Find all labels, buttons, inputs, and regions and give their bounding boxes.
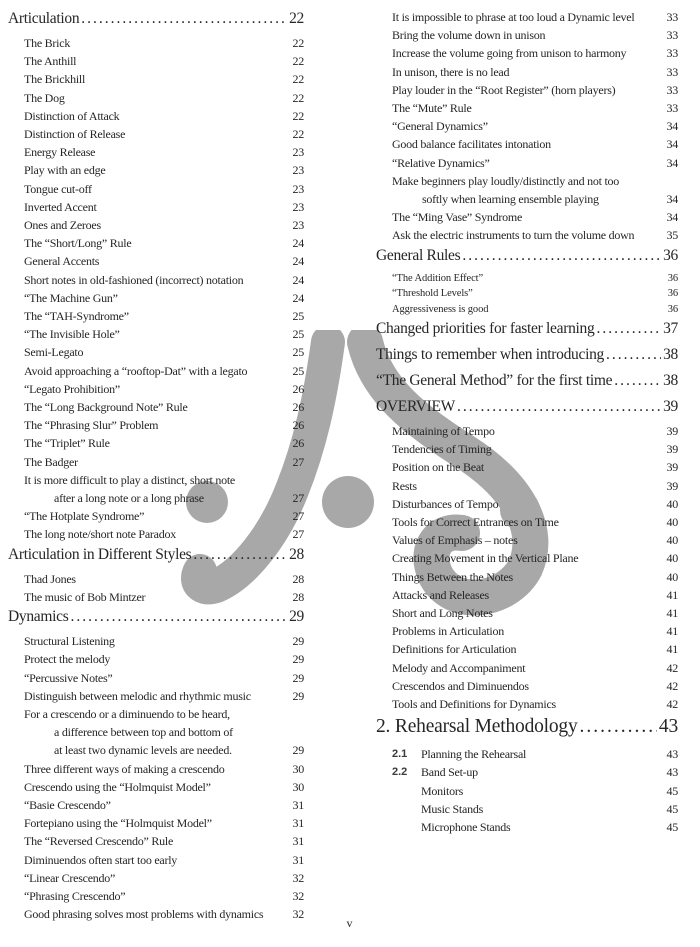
toc-item-list bbox=[376, 422, 678, 713]
toc-entry-page-number: 31 bbox=[292, 797, 304, 812]
toc-entry-page-number: 22 bbox=[292, 108, 304, 123]
toc-entry-page-number: 41 bbox=[666, 642, 678, 657]
toc-entry bbox=[376, 81, 678, 99]
toc-entry bbox=[376, 640, 678, 658]
toc-entry bbox=[376, 763, 678, 781]
toc-entry-page-number: 29 bbox=[292, 743, 304, 758]
toc-entry bbox=[376, 659, 678, 677]
toc-entry-title: Play with an edge bbox=[24, 163, 106, 178]
toc-entry bbox=[8, 216, 304, 234]
toc-entry-title: Distinguish between melodic and rhythmic music bbox=[24, 688, 251, 703]
toc-block bbox=[8, 544, 304, 606]
toc-entry-title: Distinction of Release bbox=[24, 127, 126, 142]
toc-entry-title: Make beginners play loudly/distinctly and not too softly when learning ensemble playing bbox=[392, 173, 620, 207]
toc-entry-page-number: 36 bbox=[667, 272, 678, 284]
toc-entry-title: Thad Jones bbox=[24, 571, 76, 586]
toc-entry-title: Attacks and Releases bbox=[392, 587, 489, 602]
toc-entry bbox=[376, 477, 678, 495]
toc-entry-title: Crescendo using the “Holmquist Model” bbox=[24, 779, 211, 794]
toc-entry bbox=[376, 135, 678, 153]
toc-entry-page-number: 28 bbox=[292, 589, 304, 604]
toc-entry-title: “Threshold Levels” bbox=[392, 288, 473, 300]
toc-entry-page-number: 32 bbox=[292, 870, 304, 885]
toc-entry-page-number: 24 bbox=[292, 236, 304, 251]
toc-entry-title: “Legato Prohibition” bbox=[24, 381, 120, 396]
toc-entry bbox=[8, 687, 304, 705]
toc-entry-title: Good balance facilitates intonation bbox=[392, 137, 551, 152]
toc-section-heading bbox=[376, 344, 678, 366]
toc-entry-page-number: 41 bbox=[666, 606, 678, 621]
section-page-number: 38 bbox=[663, 372, 678, 390]
toc-entry-title: The Badger bbox=[24, 454, 78, 469]
toc-entry bbox=[8, 271, 304, 289]
toc-entry-title: The long note/short note Paradox bbox=[24, 527, 176, 542]
toc-entry-page-number: 31 bbox=[292, 834, 304, 849]
toc-entry-page-number: 34 bbox=[666, 210, 678, 225]
toc-entry-title: “The Invisible Hole” bbox=[24, 327, 120, 342]
toc-entry bbox=[8, 125, 304, 143]
toc-entry-page-number: 35 bbox=[666, 228, 678, 243]
toc-entry bbox=[376, 586, 678, 604]
toc-entry bbox=[376, 695, 678, 713]
toc-entry-page-number: 34 bbox=[666, 137, 678, 152]
toc-entry-title: Increase the volume going from unison to harmony bbox=[392, 46, 627, 61]
toc-entry-title: Fortepiano using the “Holmquist Model” bbox=[24, 816, 212, 831]
toc-entry-title: General Accents bbox=[24, 254, 100, 269]
toc-entry-page-number: 33 bbox=[666, 64, 678, 79]
toc-entry-title: The Dog bbox=[24, 90, 65, 105]
toc-entry bbox=[8, 343, 304, 361]
dot-leader bbox=[580, 713, 657, 740]
toc-entry bbox=[376, 422, 678, 440]
toc-block bbox=[376, 396, 678, 713]
toc-entry-title: Planning the Rehearsal bbox=[421, 747, 527, 762]
toc-entry-page-number: 43 bbox=[666, 747, 678, 762]
toc-entry-page-number: 31 bbox=[292, 852, 304, 867]
toc-entry-title: For a crescendo or a diminuendo to be heard, a difference between top and bottom of at least two dynamic levels are needed. bbox=[24, 706, 233, 758]
toc-entry-page-number: 25 bbox=[292, 309, 304, 324]
toc-entry-page-number: 33 bbox=[666, 82, 678, 97]
toc-entry bbox=[376, 271, 678, 287]
toc-entry-title: Tools for Correct Entrances on Time bbox=[392, 515, 559, 530]
toc-entry-title: Avoid approaching a “rooftop-Dat” with a legato bbox=[24, 363, 248, 378]
toc-entry-page-number: 23 bbox=[292, 218, 304, 233]
toc-entry bbox=[8, 161, 304, 179]
toc-entry-title: Tools and Definitions for Dynamics bbox=[392, 697, 556, 712]
section-title: Articulation bbox=[8, 10, 80, 27]
toc-entry bbox=[8, 570, 304, 588]
toc-entry-title: Tongue cut-off bbox=[24, 181, 92, 196]
toc-entry-title: The “Ming Vase” Syndrome bbox=[392, 210, 523, 225]
toc-entry bbox=[8, 525, 304, 543]
page-number-footer: v bbox=[346, 916, 354, 930]
toc-entry-page-number: 22 bbox=[292, 72, 304, 87]
toc-entry-page-number: 33 bbox=[666, 101, 678, 116]
toc-entry-title: Monitors bbox=[421, 783, 464, 798]
toc-entry-page-number: 27 bbox=[292, 491, 304, 506]
section-title: Articulation in Different Styles bbox=[8, 545, 192, 563]
toc-entry bbox=[8, 70, 304, 88]
toc-entry bbox=[376, 154, 678, 172]
toc-entry-page-number: 27 bbox=[292, 454, 304, 469]
toc-entry-page-number: 42 bbox=[666, 697, 678, 712]
toc-entry bbox=[8, 52, 304, 70]
toc-entry bbox=[376, 495, 678, 513]
toc-entry bbox=[8, 778, 304, 796]
toc-entry-title: The “Mute” Rule bbox=[392, 101, 472, 116]
toc-entry bbox=[8, 34, 304, 52]
toc-entry bbox=[8, 380, 304, 398]
toc-entry-title: In unison, there is no lead bbox=[392, 64, 510, 79]
toc-entry-title: The “Short/Long” Rule bbox=[24, 236, 132, 251]
toc-entry-page-number: 24 bbox=[292, 290, 304, 305]
toc-entry-title: Good phrasing solves most problems with dynamics bbox=[24, 907, 264, 922]
toc-entry bbox=[8, 89, 304, 107]
dot-leader bbox=[614, 370, 661, 392]
toc-entry bbox=[376, 8, 678, 26]
section-page-number: 37 bbox=[663, 320, 678, 338]
toc-entry-page-number: 26 bbox=[292, 418, 304, 433]
toc-entry-page-number: 29 bbox=[292, 688, 304, 703]
toc-entry bbox=[376, 782, 678, 800]
toc-entry-page-number: 25 bbox=[292, 327, 304, 342]
toc-entry-page-number: 24 bbox=[292, 254, 304, 269]
toc-column-left bbox=[8, 8, 304, 923]
toc-entry-page-number: 25 bbox=[292, 345, 304, 360]
toc-entry bbox=[8, 180, 304, 198]
toc-entry-title: Values of Emphasis – notes bbox=[392, 533, 518, 548]
toc-block bbox=[376, 318, 678, 340]
toc-entry bbox=[8, 434, 304, 452]
toc-block bbox=[8, 606, 304, 923]
toc-entry-title: Short notes in old-fashioned (incorrect) notation bbox=[24, 272, 244, 287]
toc-entry bbox=[8, 143, 304, 161]
toc-entry-title: The “Phrasing Slur” Problem bbox=[24, 418, 159, 433]
toc-entry bbox=[8, 362, 304, 380]
toc-block bbox=[376, 370, 678, 392]
toc-item-list bbox=[8, 34, 304, 544]
toc-entry-title: “General Dynamics” bbox=[392, 119, 488, 134]
toc-entry-title: “The Machine Gun” bbox=[24, 290, 118, 305]
toc-entry bbox=[376, 531, 678, 549]
toc-entry bbox=[8, 416, 304, 434]
toc-entry-page-number: 26 bbox=[292, 381, 304, 396]
toc-column-right bbox=[376, 8, 678, 836]
toc-entry bbox=[8, 252, 304, 270]
toc-entry-title: Maintaining of Tempo bbox=[392, 424, 495, 439]
toc-entry-page-number: 30 bbox=[292, 779, 304, 794]
toc-item-list bbox=[376, 8, 678, 245]
toc-entry bbox=[376, 622, 678, 640]
toc-entry-page-number: 39 bbox=[666, 478, 678, 493]
toc-entry-title: The “Reversed Crescendo” Rule bbox=[24, 834, 174, 849]
toc-entry-page-number: 32 bbox=[292, 907, 304, 922]
toc-entry bbox=[8, 796, 304, 814]
section-page-number: 22 bbox=[289, 10, 304, 27]
toc-entry-title: Problems in Articulation bbox=[392, 624, 504, 639]
toc-entry bbox=[8, 234, 304, 252]
section-page-number: 39 bbox=[663, 398, 678, 416]
toc-entry bbox=[8, 325, 304, 343]
toc-entry bbox=[376, 172, 678, 208]
toc-entry-page-number: 29 bbox=[292, 670, 304, 685]
toc-entry bbox=[376, 63, 678, 81]
toc-entry-title: “The Hotplate Syndrome” bbox=[24, 509, 145, 524]
toc-entry-title: The Anthill bbox=[24, 54, 77, 69]
toc-entry-page-number: 33 bbox=[666, 46, 678, 61]
section-title: Things to remember when introducing bbox=[376, 346, 604, 364]
toc-entry-page-number: 41 bbox=[666, 624, 678, 639]
toc-entry-page-number: 22 bbox=[292, 127, 304, 142]
toc-entry-page-number: 36 bbox=[667, 288, 678, 300]
dot-leader bbox=[596, 318, 661, 340]
dot-leader bbox=[462, 245, 661, 267]
toc-section-heading bbox=[376, 713, 678, 740]
toc-entry bbox=[376, 745, 678, 763]
toc-entry-title: The “Triplet” Rule bbox=[24, 436, 110, 451]
toc-entry-page-number: 23 bbox=[292, 163, 304, 178]
section-title: 2. Rehearsal Methodology bbox=[376, 716, 578, 738]
toc-entry bbox=[8, 814, 304, 832]
toc-entry-page-number: 29 bbox=[292, 634, 304, 649]
dot-leader bbox=[70, 606, 287, 628]
section-title: “The General Method” for the first time bbox=[376, 372, 613, 390]
toc-entry bbox=[8, 289, 304, 307]
toc-entry bbox=[376, 208, 678, 226]
toc-entry bbox=[8, 307, 304, 325]
toc-entry bbox=[8, 869, 304, 887]
toc-block bbox=[376, 245, 678, 318]
toc-entry bbox=[376, 99, 678, 117]
toc-entry-page-number: 30 bbox=[292, 761, 304, 776]
toc-entry-number: 2.1 bbox=[392, 748, 408, 761]
toc-block bbox=[376, 344, 678, 366]
toc-entry bbox=[8, 507, 304, 525]
toc-entry-page-number: 23 bbox=[292, 145, 304, 160]
toc-entry-title: Semi-Legato bbox=[24, 345, 84, 360]
toc-section-heading bbox=[376, 370, 678, 392]
toc-section-heading bbox=[376, 318, 678, 340]
toc-entry-title: The music of Bob Mintzer bbox=[24, 589, 146, 604]
toc-entry-page-number: 40 bbox=[666, 515, 678, 530]
toc-entry-page-number: 22 bbox=[292, 54, 304, 69]
toc-entry-title: Melody and Accompaniment bbox=[392, 660, 526, 675]
toc-entry bbox=[8, 887, 304, 905]
toc-entry-title: Play louder in the “Root Register” (horn players) bbox=[392, 82, 616, 97]
toc-entry bbox=[8, 471, 304, 507]
toc-entry-title: The Brickhill bbox=[24, 72, 86, 87]
toc-entry bbox=[376, 440, 678, 458]
toc-section-heading bbox=[8, 544, 304, 566]
toc-entry bbox=[8, 453, 304, 471]
toc-item-list bbox=[376, 745, 678, 836]
toc-entry-title: Rests bbox=[392, 478, 417, 493]
toc-entry-title: The “Long Background Note” Rule bbox=[24, 400, 188, 415]
toc-entry-title: Ask the electric instruments to turn the volume down bbox=[392, 228, 635, 243]
toc-entry-page-number: 40 bbox=[666, 496, 678, 511]
toc-item-list bbox=[8, 632, 304, 923]
toc-entry-title: The Brick bbox=[24, 36, 71, 50]
toc-section-heading bbox=[376, 245, 678, 267]
toc-entry-title: It is impossible to phrase at too loud a Dynamic level bbox=[392, 10, 635, 24]
toc-entry bbox=[376, 677, 678, 695]
toc-entry-title: “Relative Dynamics” bbox=[392, 155, 490, 170]
toc-entry bbox=[376, 604, 678, 622]
toc-entry bbox=[8, 705, 304, 760]
section-page-number: 38 bbox=[663, 346, 678, 364]
toc-entry bbox=[8, 760, 304, 778]
toc-entry bbox=[8, 632, 304, 650]
dot-leader bbox=[193, 544, 287, 566]
toc-entry-title: “The Addition Effect” bbox=[392, 272, 484, 284]
toc-entry-title: Protect the melody bbox=[24, 652, 111, 667]
toc-entry-title: Definitions for Articulation bbox=[392, 642, 517, 657]
toc-entry-title: Ones and Zeroes bbox=[24, 218, 101, 233]
toc-block bbox=[376, 713, 678, 836]
toc-entry-title: “Phrasing Crescendo” bbox=[24, 888, 126, 903]
toc-entry bbox=[376, 458, 678, 476]
toc-entry-title: Aggressiveness is good bbox=[392, 304, 489, 316]
toc-entry-title: Three different ways of making a crescendo bbox=[24, 761, 225, 776]
toc-entry-title: Energy Release bbox=[24, 145, 96, 160]
toc-entry-title: Music Stands bbox=[421, 801, 484, 816]
toc-entry-page-number: 32 bbox=[292, 888, 304, 903]
toc-entry-page-number: 26 bbox=[292, 400, 304, 415]
toc-entry-page-number: 29 bbox=[292, 652, 304, 667]
toc-entry-title: Crescendos and Diminuendos bbox=[392, 678, 529, 693]
toc-entry bbox=[8, 851, 304, 869]
toc-entry-title: “Linear Crescendo” bbox=[24, 870, 116, 885]
toc-entry-title: Tendencies of Timing bbox=[392, 442, 492, 457]
toc-entry bbox=[376, 568, 678, 586]
toc-entry-page-number: 26 bbox=[292, 436, 304, 451]
toc-entry bbox=[376, 302, 678, 318]
toc-entry-page-number: 40 bbox=[666, 569, 678, 584]
toc-entry-page-number: 27 bbox=[292, 527, 304, 542]
toc-entry-page-number: 39 bbox=[666, 460, 678, 475]
toc-entry-page-number: 23 bbox=[292, 181, 304, 196]
toc-entry bbox=[8, 398, 304, 416]
toc-entry-page-number: 23 bbox=[292, 199, 304, 214]
toc-entry-title: Things Between the Notes bbox=[392, 569, 513, 584]
toc-entry-page-number: 40 bbox=[666, 533, 678, 548]
toc-entry-page-number: 39 bbox=[666, 424, 678, 439]
toc-entry-page-number: 39 bbox=[666, 442, 678, 457]
toc-section-heading bbox=[8, 606, 304, 628]
toc-entry bbox=[376, 818, 678, 836]
toc-entry-page-number: 33 bbox=[666, 10, 678, 24]
toc-entry bbox=[376, 513, 678, 531]
toc-entry bbox=[376, 286, 678, 302]
toc-entry-title: Position on the Beat bbox=[392, 460, 484, 475]
toc-entry bbox=[376, 117, 678, 135]
toc-entry-title: Creating Movement in the Vertical Plane bbox=[392, 551, 579, 566]
toc-entry bbox=[376, 800, 678, 818]
toc-entry-page-number: 33 bbox=[666, 28, 678, 43]
toc-entry-page-number: 36 bbox=[667, 304, 678, 316]
toc-entry bbox=[376, 549, 678, 567]
toc-entry-page-number: 34 bbox=[666, 155, 678, 170]
toc-entry-page-number: 45 bbox=[666, 820, 678, 835]
toc-entry-title: Distinction of Attack bbox=[24, 108, 120, 123]
section-page-number: 29 bbox=[289, 608, 304, 626]
toc-entry-page-number: 25 bbox=[292, 363, 304, 378]
toc-entry-title: Disturbances of Tempo bbox=[392, 496, 499, 511]
toc-entry bbox=[8, 588, 304, 606]
toc-entry-title: Band Set-up bbox=[421, 765, 478, 780]
toc-entry bbox=[376, 226, 678, 244]
toc-entry-page-number: 42 bbox=[666, 678, 678, 693]
toc-entry-title: Microphone Stands bbox=[421, 820, 511, 835]
section-title: Changed priorities for faster learning bbox=[376, 320, 595, 338]
toc-item-list bbox=[8, 570, 304, 606]
toc-entry-page-number: 27 bbox=[292, 509, 304, 524]
toc-entry-page-number: 42 bbox=[666, 660, 678, 675]
toc-entry-title: Structural Listening bbox=[24, 634, 115, 649]
section-page-number: 36 bbox=[663, 246, 678, 264]
dot-leader bbox=[81, 8, 287, 30]
toc-entry-title: Short and Long Notes bbox=[392, 606, 493, 621]
section-title: OVERVIEW bbox=[376, 398, 456, 416]
toc-item-list bbox=[376, 271, 678, 318]
toc-entry-page-number: 43 bbox=[666, 765, 678, 780]
toc-entry-page-number: 41 bbox=[666, 587, 678, 602]
toc-entry-title: It is more difficult to play a distinct, short note after a long note or a long phrase bbox=[24, 472, 235, 506]
toc-entry bbox=[8, 650, 304, 668]
toc-entry bbox=[376, 44, 678, 62]
toc-entry-page-number: 28 bbox=[292, 571, 304, 586]
toc-entry-page-number: 24 bbox=[292, 272, 304, 287]
toc-entry bbox=[8, 669, 304, 687]
toc-entry-number: 2.2 bbox=[392, 766, 408, 779]
toc-block bbox=[376, 8, 678, 245]
toc-entry-title: Bring the volume down in unison bbox=[392, 28, 546, 43]
toc-entry-page-number: 22 bbox=[292, 90, 304, 105]
toc-entry bbox=[376, 26, 678, 44]
dot-leader bbox=[606, 344, 661, 366]
section-title: Dynamics bbox=[8, 608, 69, 626]
toc-entry-title: Diminuendos often start too early bbox=[24, 852, 178, 867]
toc-entry bbox=[8, 198, 304, 216]
toc-entry-title: The “TAH-Syndrome” bbox=[24, 309, 129, 324]
section-title: General Rules bbox=[376, 246, 461, 264]
section-page-number: 28 bbox=[289, 545, 304, 563]
watermark-center-dot bbox=[322, 476, 374, 528]
toc-entry-page-number: 40 bbox=[666, 551, 678, 566]
section-page-number: 43 bbox=[658, 716, 678, 738]
toc-entry-title: “Percussive Notes” bbox=[24, 670, 113, 685]
toc-entry-title: “Basie Crescendo” bbox=[24, 797, 111, 812]
toc-entry-page-number: 34 bbox=[666, 119, 678, 134]
toc-entry bbox=[8, 832, 304, 850]
dot-leader bbox=[457, 396, 661, 418]
toc-entry-page-number: 34 bbox=[666, 192, 678, 207]
toc-section-heading bbox=[376, 396, 678, 418]
toc-entry-page-number: 45 bbox=[666, 783, 678, 798]
toc-entry bbox=[8, 107, 304, 125]
toc-entry-title: Inverted Accent bbox=[24, 199, 97, 214]
toc-entry-page-number: 22 bbox=[292, 36, 304, 50]
toc-block bbox=[8, 8, 304, 544]
toc-section-heading bbox=[8, 8, 304, 30]
toc-entry-page-number: 31 bbox=[292, 816, 304, 831]
toc-entry-page-number: 45 bbox=[666, 801, 678, 816]
